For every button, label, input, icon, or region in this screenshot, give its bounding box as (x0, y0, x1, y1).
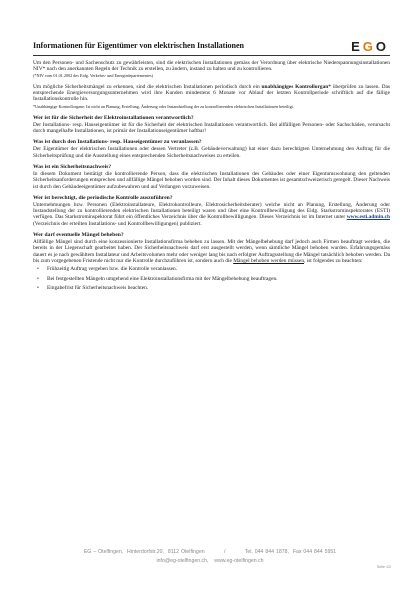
section-text-owner-duties: Der Eigentümer der elektrischen Installationen oder dessen Vertreter (z.B. Gebäudeverwaltung) hat einer dazu berechtigten Unternehmung den Auftrag für die Sicherheitsprüfung und die Ausstellung eines entsprechenden Sicherheitsnachweises zu erteilen. (33, 146, 390, 159)
control-footnote: *Unabhängige Kontrollorgane: Ist nicht an Planung, Erstellung, Änderung oder Instandstellung der zu kontrollierenden elektrischen Installationen beteiligt. (33, 103, 294, 109)
logo-letter-e: E (351, 39, 363, 54)
control-bold-term: unabhängiges Kontrollorgan* (261, 83, 331, 90)
header (33, 41, 389, 59)
section-text-responsibility: Der Installations- resp. Hauseigentümer ist für die Sicherheit der elektrischen Installationen verantwortlich. Bei allfälligen Personen- oder Sachschäden, verursacht durch mangelhafte Installationen, ist primär der Installationseigentümer haftbar! (33, 121, 390, 134)
list-item: • Bei festgestellten Mängeln umgehend eine Elektroinstallationsfirma mit der Mängelbehebung beauftragen. (47, 276, 390, 282)
section-heading-authorized-inspectors: Wer ist berechtigt, die periodische Kontrolle auszuführen? (33, 194, 173, 201)
intro-paragraph: Um den Personen- und Sachenschutz zu gewährleisten, sind die elektrischen Installationen gemäss der Verordnung über elektrische Niederspannungsinstallationen NIV* nach den anerkannten Regeln der Technik zu erstellen, zu ändern, instand zu halten und zu kontrollieren. (33, 60, 390, 73)
section-text-safety-certificate: In diesem Dokument bestätigt die kontrollierende Person, dass die elektrischen Installationen des Gebäudes oder einer Eigentumswohnung den geltenden Sicherheitsanforderungen entsprechen und allfällige Mängel behoben worden sind. Der Inhalt dieses Dokumentes ist gesamtschweizerisch geregelt. Dieser Nachweis ist durch den Gebäudeeigentümer aufzubewahren und auf Verlangen vorzuweisen. (33, 170, 390, 190)
page-number: Seite 1/2 (376, 565, 391, 569)
list-item: • Frühzeitig Auftrag vergeben bzw. die Kontrolle veranlassen. (47, 266, 390, 272)
section-heading-responsibility: Wer ist für die Sicherheit der Elektroinstallationen verantwortlich? (33, 114, 194, 121)
footer-address-line: EG – Otelfingen, Hinterdorfstr.20, 8112 Otelfingen / Tel. 044 844 1878, Fax 044 844 5951 (83, 549, 337, 555)
repair-text-post: , ist folgendes zu beachten: (304, 258, 363, 265)
header-divider (33, 55, 390, 56)
list-item: • Eingabefrist für Sicherheitsnachweis beachten. (47, 285, 390, 291)
section-heading-owner-duties: Was ist durch den Installations- resp. Hauseigentümer zu veranlassen? (33, 139, 202, 146)
control-text-post: überprüfen zu lassen. Das entsprechende Energieversorgungsunternehmen wird ihre Kunden mindestens 6 Monate vor Ablauf der letzten Kontrollperiode schriftlich auf die fällige Installationskontrolle hin. (33, 83, 390, 103)
section-text-authorized-inspectors (33, 202, 390, 227)
esti-link[interactable]: www.esti.admin.ch (346, 214, 390, 221)
logo-letter-o: O (375, 39, 389, 54)
repair-text-pre: Allfällige Mängel sind durch eine konzessionierte Installationsfirma beheben zu lassen. Mit der Mängelbehebung darf jedoch auch Firmen beauftragt werden, die bereits in der Liegenschaft gearbeitet haben. Der Sicherheitsnachweis darf erst ausgestellt werden, wenn sämtliche Mängel behoben wurden. Erfahrungsgemäss dauert es je nach gewähltem Installateur und Arbeitsvolumen mehr oder weniger lang bis nach erfolgter Auftragsstellung die Mängel tatsächlich behoben werden. Da bis zum vorgegebenen Fristende nicht nur die Kontrolle durchzuführen ist, sondern auch die (33, 239, 390, 265)
inspectors-text-post: (Verzeichnis der erteilten Installations- und Kontrollbewilligungen) publiziert. (33, 220, 202, 227)
intro-footnote: (*NIV vom 01.01.2002 des Eidg. Verkehrs- und Energiedepartementes) (33, 72, 154, 78)
document-body (33, 60, 390, 294)
section-text-defect-repair (33, 239, 390, 264)
logo-letter-g: G (362, 39, 376, 54)
ego-logo (351, 39, 389, 54)
page-title: Informationen für Eigentümer von elektrischen Installationen (33, 41, 244, 50)
inspectors-text-pre: Unternehmungen bzw. Personen (Elektroinstallateure, Elektrokontrolleure, Elektrosicherheitsberater) welche nicht an Planung, Erstellung, Änderung oder Instandstellung der zu kontrollierenden elektrischen Installationen beteiligt waren und über eine Kontrollbewilligung des Eidg. Starkstrominspektorates (ESTI) verfügen. Das Starkstrominspektorat führt ein öffentliches Verzeichnis über die Kontrollbewilligungen. Dieses Verzeichnis ist im Internet unter (33, 201, 390, 221)
section-heading-safety-certificate: Was ist ein Sicherheitsnachweis? (33, 163, 112, 170)
repair-bullet-list (33, 266, 390, 291)
repair-underlined-text: Mängel behoben werden müssen (233, 258, 305, 265)
control-text-pre: Um mögliche Sicherheitsmängel zu erkennen, sind die elektrischen Installationen periodisch durch ein (33, 83, 262, 90)
section-heading-defect-repair: Wer darf eventuelle Mängel beheben? (33, 232, 124, 239)
footer-contact-line: info@eg-otelfingen.ch, www.eg-otelfingen.ch (156, 558, 264, 564)
control-paragraph (33, 84, 390, 103)
page-footer (0, 549, 420, 579)
